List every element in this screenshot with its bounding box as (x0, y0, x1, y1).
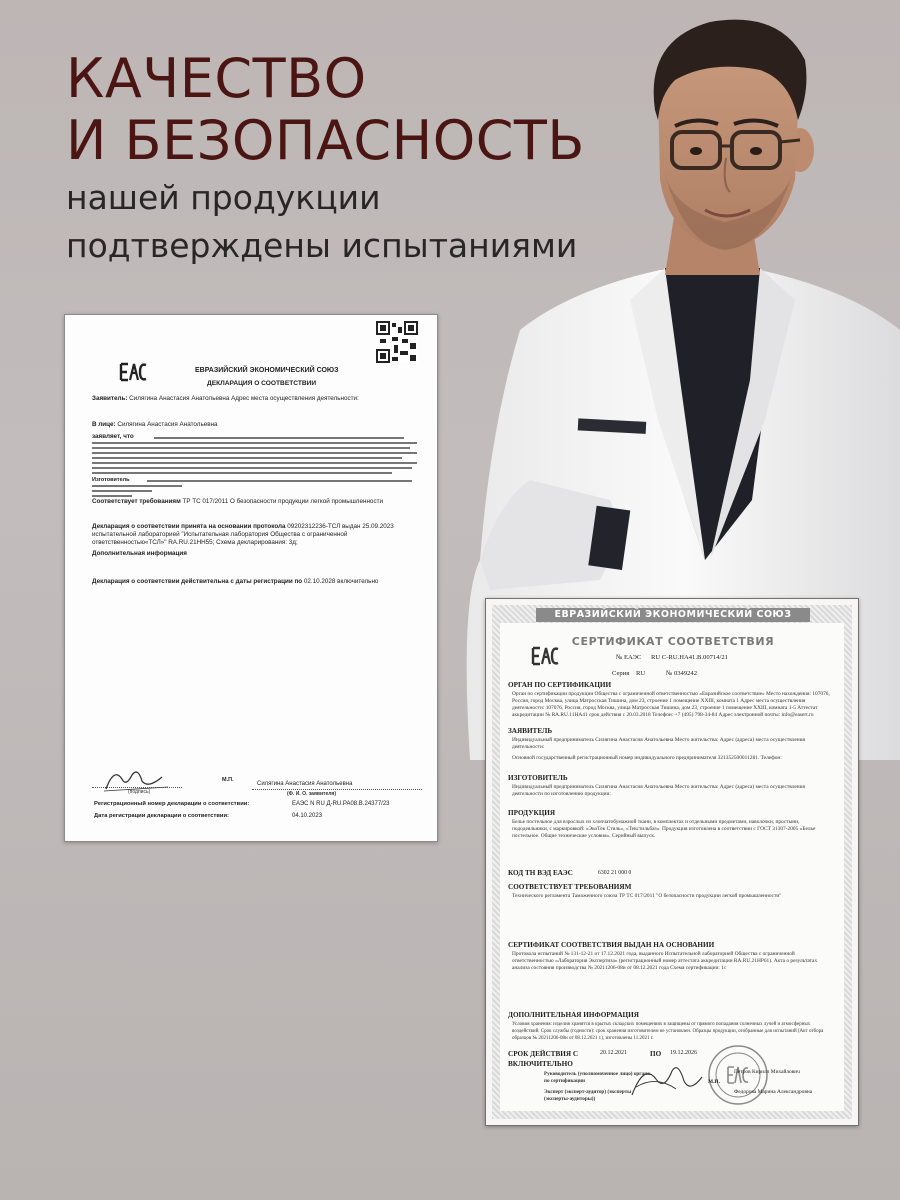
certificate-title: СЕРТИФИКАТ СООТВЕТСТВИЯ (571, 635, 775, 648)
cert-number-prefix: № ЕАЭС (616, 654, 642, 661)
cert-applicant-text: Индивидуальный предприниматель Силягина Анастасия Анатольевна Место жительства: Адрес (адреса) места осуществления деятельности: (512, 737, 806, 750)
headline-line-1: КАЧЕСТВО (66, 47, 367, 110)
reg-date-value: 04.10.2023 (292, 813, 323, 819)
cert-ogrn-text: Основной государственный регистрационный номер индивидуального предпринимателя 321352500011281. Телефон: (512, 755, 782, 761)
declaration-fine-print (92, 437, 417, 477)
reg-number-value: ЕАЭС N RU Д-RU.PA08.B.24377/23 (292, 801, 390, 807)
declaration-declares: заявляет, что (92, 433, 134, 440)
cert-series-label: Серия (612, 670, 630, 677)
cert-tnved-value: 6302 21 000 0 (598, 870, 632, 876)
declaration-signature-block (92, 777, 422, 827)
cert-basis-label: СЕРТИФИКАТ СООТВЕТСТВИЯ ВЫДАН НА ОСНОВАНИИ (508, 941, 715, 949)
declaration-applicant: Заявитель: Силягина Анастасия Анатольевна Адрес места осуществления деятельности: (92, 395, 359, 402)
signer-caption: (Ф. И. О. заявителя) (287, 791, 337, 797)
cert-validity-label: СРОК ДЕЙСТВИЯ С (508, 1050, 579, 1058)
cert-additional-text: Условия хранения: изделия хранятся в крытых складских помещениях в защищены от прямого попадания солнечных лучей и атмосферных воздействий. Срок службы (годности): срок хранения изготовителем не установлен. Образцы продукции, отобранные для испытаний (Акт отбора образцов № 20211206-08и от 08.12.2021 г.), изготовлены 11.2021 г. (512, 1022, 824, 1041)
cert-requirements-label: СООТВЕТСТВУЕТ ТРЕБОВАНИЯМ (508, 883, 632, 891)
cert-tnved-label: КОД ТН ВЭД ЕАЭС (508, 869, 573, 877)
declaration-document (64, 314, 438, 842)
cert-series: RU (636, 670, 646, 677)
reg-number-label: Регистрационный номер декларации о соответствии: (94, 801, 250, 807)
declaration-union: ЕВРАЗИЙСКИЙ ЭКОНОМИЧЕСКИЙ СОЮЗ (195, 367, 339, 374)
eac-mark-icon (531, 644, 559, 668)
cert-validity-from: 20.12.2021 (600, 1050, 627, 1056)
cert-head-label: Руководитель (уполномоченное лицо) органа по сертификации (544, 1071, 650, 1084)
certificate-document (485, 598, 859, 1126)
cert-validity-to: 19.12.2026 (670, 1050, 697, 1056)
cert-product-label: ПРОДУКЦИЯ (508, 809, 556, 817)
cert-manufacturer-label: ИЗГОТОВИТЕЛЬ (508, 774, 568, 782)
cert-inclusive: ВКЛЮЧИТЕЛЬНО (508, 1060, 573, 1068)
cert-applicant-label: ЗАЯВИТЕЛЬ (508, 727, 553, 735)
declaration-manufacturer: Изготовитель (92, 477, 130, 483)
declaration-mp: М.П. (222, 777, 234, 783)
declaration-person: В лице: Силягина Анастасия Анатольевна (92, 421, 218, 428)
cert-number: RU С-RU.НА41.В.00714/21 (651, 654, 728, 661)
cert-expert-label: Эксперт (эксперт-аудитор) (эксперты (эксперты-аудиторы)) (544, 1089, 632, 1102)
declaration-additional: Дополнительная информация (92, 550, 187, 557)
cert-additional-label: ДОПОЛНИТЕЛЬНАЯ ИНФОРМАЦИЯ (508, 1011, 639, 1019)
signature-caption: (подпись) (128, 789, 151, 795)
declaration-validity: Декларация о соответствии действительна с даты регистрации по 02.10.2028 включительно (92, 578, 379, 585)
cert-expert-name: Федорова Марина Александровна (734, 1089, 813, 1095)
qr-code-icon (376, 321, 418, 363)
declaration-fine-print-2 (92, 480, 417, 500)
headline-line-3: нашей продукции (66, 178, 381, 217)
cert-requirements-text: Технического регламента Таможенного союза ТР ТС 017/2011 "О безопасности продукции легкой промышленности" (512, 893, 782, 899)
cert-body-text: Орган по сертификации продукции Общества с ограниченной ответственностью «Евразийское соответствие» Место нахождения: 107076, Россия, город Москва, улица Матросская Тишина, дом 23, строение 1 помещение XXIII, комната 1 Адрес места осуществления деятельности: 107076, Россия, город Москва, улица Матросская Тишина, дом 23, строение 1 помещение XXIII, комната 1-5 Аттестат аккредитации № RA.RU.11НА41 срок действия с 20.03.2018 Телефон: +7 (495) 798-34-84 Адрес электронной почты: info@easert.ru (512, 691, 830, 718)
eac-mark-icon (119, 362, 147, 382)
declaration-signer: Силягина Анастасия Анатольевна (257, 781, 353, 787)
certificate-union: ЕВРАЗИЙСКИЙ ЭКОНОМИЧЕСКИЙ СОЮЗ (536, 608, 810, 622)
declaration-title: ДЕКЛАРАЦИЯ О СООТВЕТСТВИИ (207, 380, 317, 387)
cert-series-number: № 0349242 (666, 670, 698, 677)
cert-manufacturer-text: Индивидуальный предприниматель Силягина Анастасия Анатольевна Место жительства: Адрес (адреса) места осуществления деятельности по изготовлению продукции: (512, 784, 806, 797)
reg-date-label: Дата регистрации декларации о соответствии: (94, 813, 229, 819)
declaration-basis: Декларация о соответствии принята на основании протокола 09202312236-ТСЛ выдан 25.09.2023 испытательной лабораторией "Испытательная лаборатория Общества с ограниченной ответственностью«ТСЛ»" RA.RU.21НН55; Схема декларирования: 3д; (92, 523, 394, 546)
headline-line-2: И БЕЗОПАСНОСТЬ (66, 109, 585, 172)
certificate-stamp-icon (706, 1043, 770, 1107)
headline-line-4: подтверждены испытаниями (66, 226, 578, 265)
cert-validity-to-label: ПО (650, 1050, 662, 1058)
cert-head-name: Петров Кирилл Михайлович (734, 1069, 800, 1075)
cert-body-label: ОРГАН ПО СЕРТИФИКАЦИИ (508, 681, 612, 689)
cert-mp: М.П. (708, 1079, 720, 1085)
declaration-requirements: Соответствует требованиям ТР ТС 017/2011 О безопасности продукции легкой промышленности (92, 498, 383, 505)
cert-basis-text: Протокола испытаний № 131-12-21 от 17.12.2021 года, выданного Испытательной лабораторией Общества с ограниченной ответственностью «Лаборатория Экспертиза» (регистрационный номер аттестата аккредитации RA.RU.21НР61). Акта о результатах анализа состояния производства № 20211206-08и от 08.12.2021 года Схема сертификации: 1с (512, 951, 818, 971)
cert-product-text: Белье постельное для взрослых из хлопчатобумажной ткани, в комплектах и отдельными предметами, наволочки, простыни, пододеяльники, с маркировкой: «ЭкоТек Стиль», «Текстильбаз». Продукция изготовлена в соответствии с ГОСТ 31307-2005 «Белье постельное. Общие технические условия». Серийный выпуск. (512, 819, 816, 839)
